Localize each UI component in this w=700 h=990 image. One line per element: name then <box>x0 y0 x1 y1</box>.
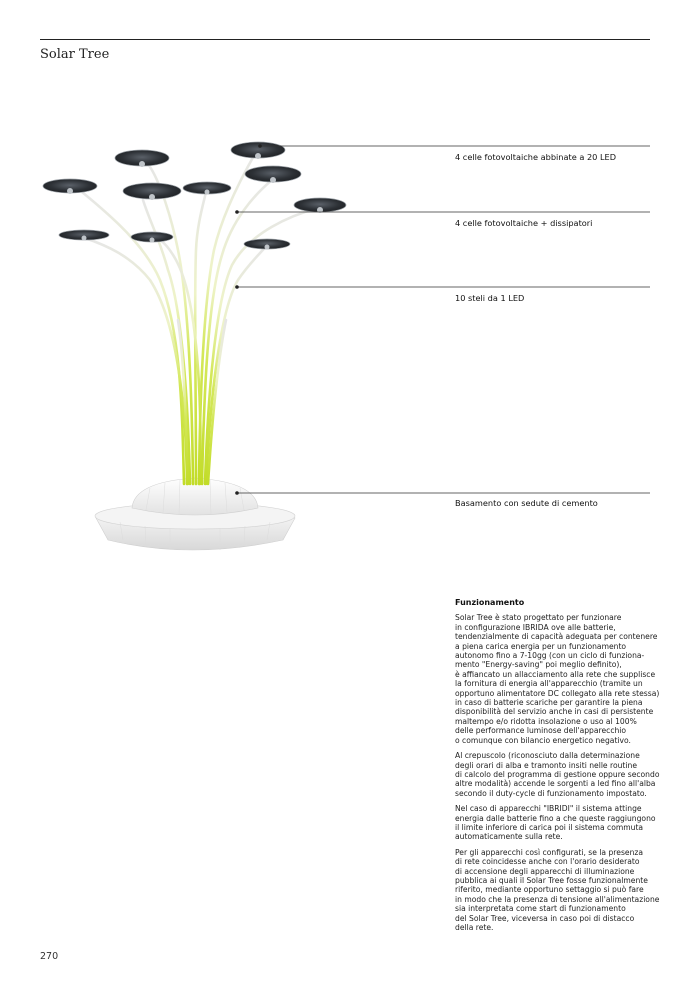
paragraph: Nel caso di apparecchi "IBRIDI" il sistema attinge energia dalle batterie fino a che queste raggiungono il limite inferiore di carica poi il sistema commuta automaticamente sulla rete. <box>455 804 656 842</box>
concrete-base <box>95 478 295 550</box>
callout-panels-dissipators: 4 celle fotovoltaiche + dissipatori <box>455 218 593 228</box>
solar-panels <box>43 142 346 249</box>
page-number: 270 <box>40 951 59 962</box>
stems <box>82 152 318 484</box>
functioning-heading: Funzionamento <box>455 598 525 607</box>
callout-dots <box>235 144 262 495</box>
paragraph: Solar Tree è stato progettato per funzionare in configurazione IBRIDA ove alle batterie, tendenzialmente di capacità adeguata per contenere a piena carica energia per un funzionamento autonomo fino a 7-10gg (con un ciclo di funziona- mento "Energy-saving" poi meglio definito), è affiancato un allacciamento alla rete che supplisce la fornitura di energia all'apparecchio (tramite un opportuno alimentatore DC collegato alla rete stessa) in caso di batterie scariche per garantire la piena disponibilità del servizio anche in casi di persistente maltempo e/o ridotta insolazione o uso al 100% delle performance luminose dell'apparecchio o comunque con bilancio energetico negativo. <box>455 613 660 745</box>
callout-stems: 10 steli da 1 LED <box>455 293 525 303</box>
section-title: Solar Tree <box>40 47 110 62</box>
functioning-section <box>455 598 660 938</box>
callout-base: Basamento con sedute di cemento <box>455 498 598 508</box>
callout-panels-led: 4 celle fotovoltaiche abbinate a 20 LED <box>455 152 617 162</box>
callout-leaders <box>237 146 650 493</box>
paragraph: Al crepuscolo (riconosciuto dalla determinazione degli orari di alba e tramonto insiti nelle routine di calcolo del programma di gestione oppure secondo altre modalità) accende le sorgenti a led fino all'alba secondo il duty-cycle di funzionamento impostato. <box>455 751 660 798</box>
paragraph: Per gli apparecchi così configurati, se la presenza di rete coincidesse anche con l'orario desiderato di accensione degli apparecchi di illuminazione pubblica ai quali il Solar Tree fosse funzionalmente riferito, mediante opportuno settaggio si può fare in modo che la presenza di tensione all'alimentazione sia interpretata come start di funzionamento del Solar Tree, viceversa in caso poi di distacco della rete. <box>455 847 660 932</box>
